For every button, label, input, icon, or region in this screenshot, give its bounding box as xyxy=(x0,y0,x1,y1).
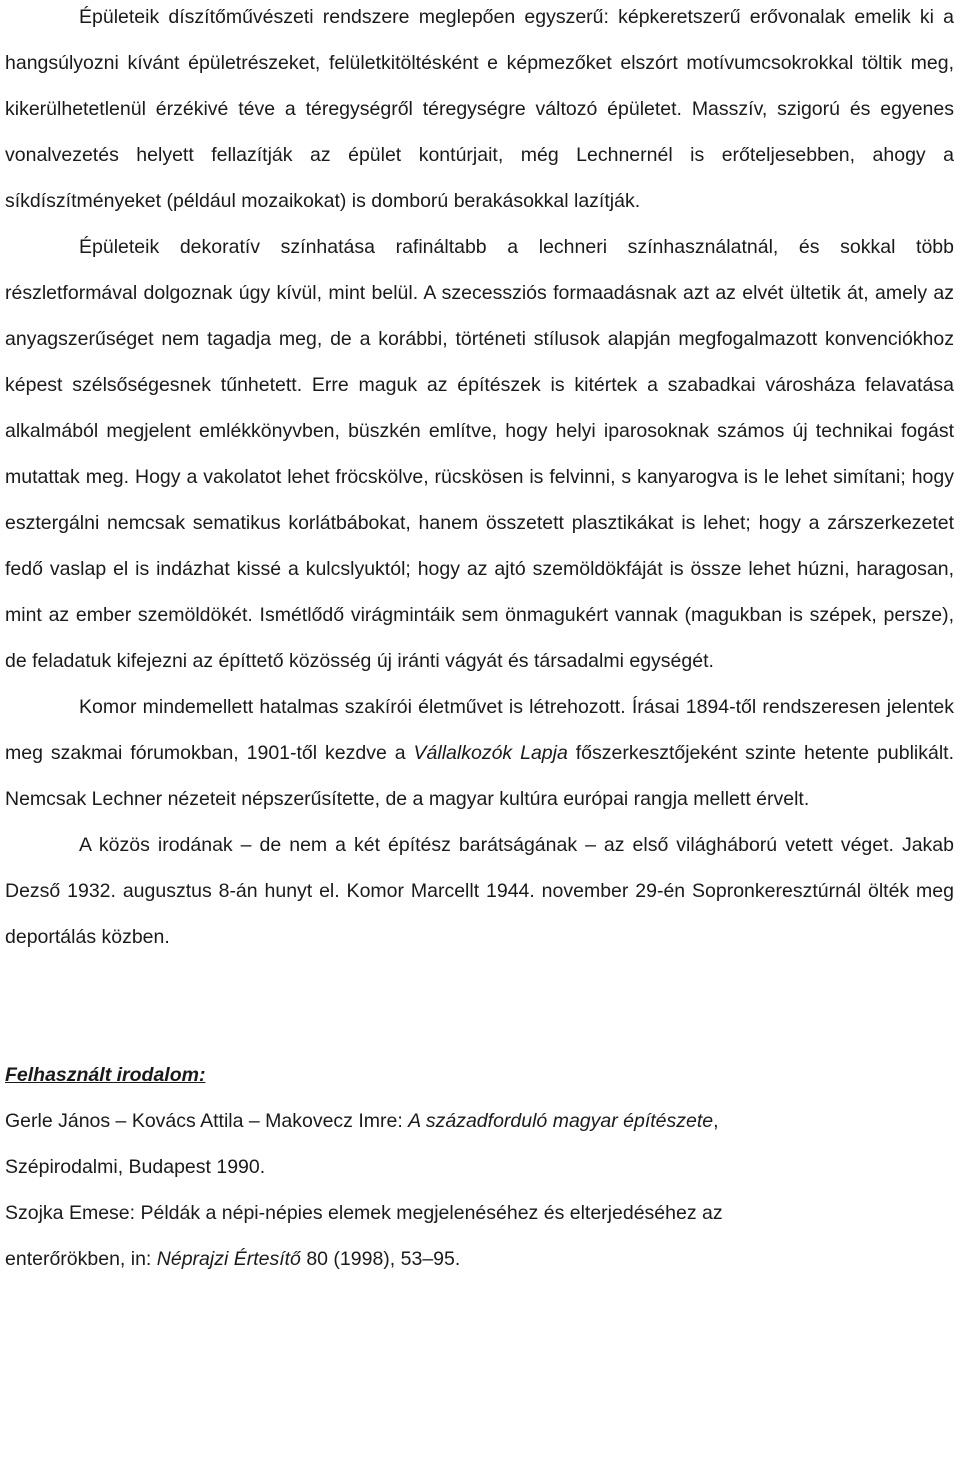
text-run: Szojka Emese: Példák a népi-népies elemek megjelenéséhez és elterjedéséhez az xyxy=(5,1202,723,1224)
reference-2 xyxy=(5,1190,954,1282)
text-run: Épületeik díszítőművészeti rendszere meglepően egyszerű: képkeretszerű erővonalak emelik ki a hangsúlyozni kívánt épületrészeket, felületkitöltésként e képmezőket elszórt motívumcsokrokkal töltik meg, kikerülhetetlenül érzékivé téve a téregységről téregységre változó épületet. Masszív, szigorú és egyenes vonalvezetés helyett fellazítják az épület kontúrjait, még Lechnernél is erőteljesebben, ahogy a síkdíszítményeket (például mozaikokat) is domború berakásokkal lazítják. xyxy=(5,6,954,212)
text-run: Épületeik dekoratív színhatása rafináltabb a lechneri színhasználatnál, és sokkal több részletformával dolgoznak úgy kívül, mint belül. A szecessziós formaadásnak azt az elvét ültetik át, amely az anyagszerűséget nem tagadja meg, de a korábbi, történeti stílusok alapján megfogalmazott konvenciókhoz képest szélsőségesnek tűnhetett. Erre maguk az építészek is kitértek a szabadkai városháza felavatása alkalmából megjelent emlékkönyvben, büszkén említve, hogy helyi iparosoknak számos új technikai fogást mutattak meg. Hogy a vakolatot lehet fröcskölve, rücskösen is felvinni, s kanyarogva is le lehet simítani; hogy esztergálni nemcsak sematikus korlátbábokat, hanem összetett plasztikákat is lehet; hogy a zárszerkezetet fedő vaslap el is indázhat kissé a kulcslyuktól; hogy az ajtó szemöldökfáját is össze lehet húzni, haragosan, mint az ember szemöldökét. Ismétlődő virágmintáik sem önmagukért vannak (magukban is szépek, persze), de feladatuk kifejezni az építtető közösség új iránti vágyát és társadalmi egységét. xyxy=(5,236,954,672)
text-run: 80 (1998), 53–95. xyxy=(300,1248,461,1270)
reference-1 xyxy=(5,1098,954,1190)
paragraph-1 xyxy=(5,0,954,224)
text-run: , xyxy=(713,1110,719,1132)
paragraph-2 xyxy=(5,224,954,684)
text-run: Komor mindemellett hatalmas szakírói életművet is létrehozott. Írásai 1894-től rendszeresen jelentek meg szakmai fórumokban, 1901-től kezdve a xyxy=(5,696,954,764)
text-run: Gerle János – Kovács Attila – Makovecz Imre: xyxy=(5,1110,409,1132)
italic-text: A századforduló magyar építészete xyxy=(408,1110,714,1132)
text-run: Szépirodalmi, Budapest 1990. xyxy=(5,1156,266,1178)
text-run: enterőrökben, in: xyxy=(5,1248,157,1270)
paragraph-3 xyxy=(5,684,954,822)
text-run: A közös irodának – de nem a két építész barátságának – az első világháború vetett véget. Jakab Dezső 1932. augusztus 8-án hunyt el. Komor Marcellt 1944. november 29-én Sopronkeresztúrnál ölték meg deportálás közben. xyxy=(5,834,954,948)
paragraph-4 xyxy=(5,822,954,960)
italic-text: Néprajzi Értesítő xyxy=(156,1248,301,1270)
references-heading: Felhasznált irodalom: xyxy=(5,1064,206,1086)
text-run: főszerkesztőjeként szinte hetente publikált. Nemcsak Lechner nézeteit népszerűsítette, de a magyar kultúra európai rangja mellett érvelt. xyxy=(5,742,954,810)
section-spacer xyxy=(5,960,954,1052)
body-text xyxy=(5,0,954,960)
italic-text: Vállalkozók Lapja xyxy=(413,742,568,764)
